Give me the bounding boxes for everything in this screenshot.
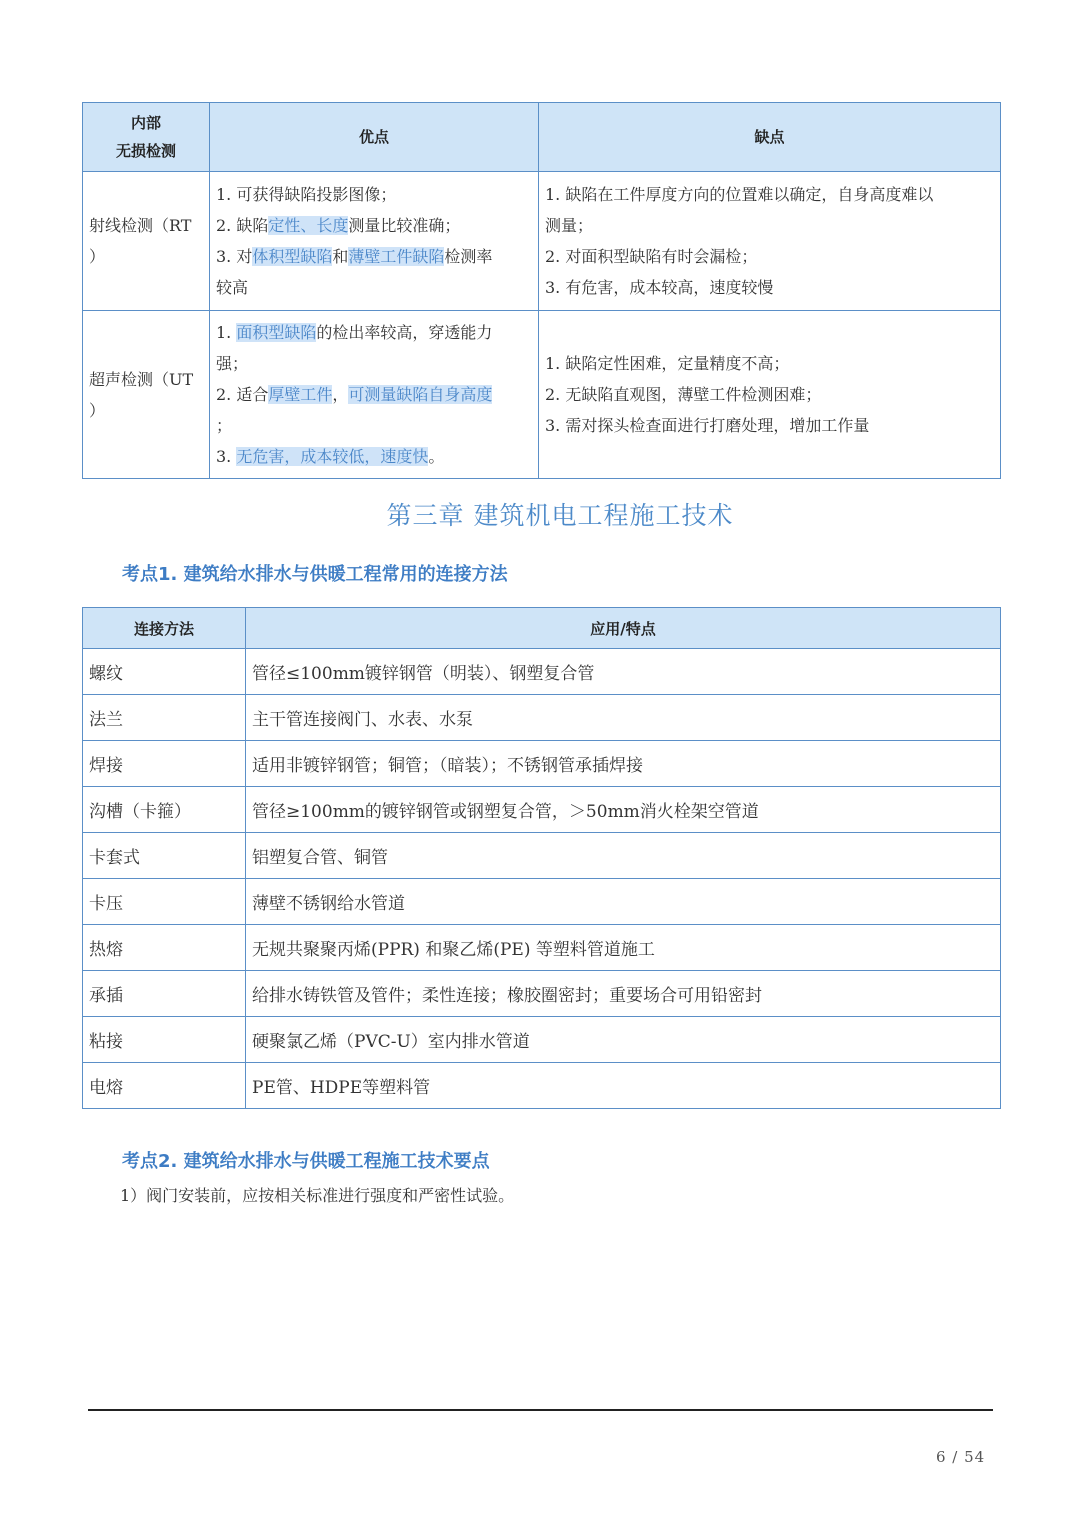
table-row [83, 1017, 1001, 1063]
table-row [83, 971, 1001, 1017]
text: 1. [216, 323, 237, 342]
table-row [83, 925, 1001, 971]
connection-methods-table [82, 607, 1001, 1109]
pros-line [216, 241, 532, 272]
method-cell: 电熔 [83, 1063, 246, 1109]
highlight: 无危害，成本较低，速度快 [236, 447, 429, 466]
pros-cell [210, 311, 539, 479]
cons-line: 1. 缺陷在工件厚度方向的位置难以确定，自身高度难以 [545, 185, 934, 204]
cons-line: 3. 有危害，成本较高，速度较慢 [545, 278, 774, 297]
highlight: 面积型缺陷 [236, 323, 317, 342]
cons-cell [539, 172, 1001, 311]
method-cell [83, 172, 210, 311]
highlight: 定性、长度 [268, 216, 349, 235]
method-cell: 法兰 [83, 695, 246, 741]
usage-cell: PE管、HDPE等塑料管 [246, 1063, 1001, 1109]
method-cell: 沟槽（卡箍） [83, 787, 246, 833]
ndt-comparison-table [82, 102, 1001, 479]
table-row-ut [83, 311, 1001, 479]
method-rt-line1: 射线检测（RT [89, 216, 192, 235]
pros-line [216, 317, 532, 348]
method-cell: 螺纹 [83, 649, 246, 695]
table-header-row [83, 608, 1001, 649]
text: 的检出率较高，穿透能力 [316, 323, 493, 342]
cons-line: 2. 对面积型缺陷有时会漏检； [545, 247, 758, 266]
text: 检测率 [444, 247, 493, 266]
chapter-title: 第三章 建筑机电工程施工技术 [386, 501, 734, 530]
text: ， [332, 385, 349, 404]
cons-line: 2. 无缺陷直观图，薄壁工件检测困难； [545, 385, 822, 404]
highlight: 可测量缺陷自身高度 [348, 385, 493, 404]
cons-line: 1. 缺陷定性困难，定量精度不高； [545, 354, 790, 373]
text: 测量比较准确； [348, 216, 461, 235]
usage-cell: 给排水铸铁管及管件；柔性连接；橡胶圈密封；重要场合可用铅密封 [246, 971, 1001, 1017]
text: 3. [216, 447, 237, 466]
section-heading-2: 考点2. 建筑给水排水与供暖工程施工技术要点 [122, 1151, 490, 1172]
table-row [83, 649, 1001, 695]
method-cell: 卡压 [83, 879, 246, 925]
usage-cell: 管径≤100mm镀锌钢管（明装）、钢塑复合管 [246, 649, 1001, 695]
table-row [83, 741, 1001, 787]
pros-cell [210, 172, 539, 311]
usage-cell: 管径≥100mm的镀锌钢管或钢塑复合管，＞50mm消火栓架空管道 [246, 787, 1001, 833]
usage-cell: 无规共聚聚丙烯(PPR) 和聚乙烯(PE) 等塑料管道施工 [246, 925, 1001, 971]
text: 2. 适合 [216, 385, 269, 404]
table-row [83, 787, 1001, 833]
cons-line: 测量； [545, 216, 594, 235]
highlight: 体积型缺陷 [252, 247, 333, 266]
text: 3. 对 [216, 247, 253, 266]
pros-line: 较高 [216, 278, 249, 297]
header-pros: 优点 [210, 103, 539, 172]
method-rt-line2: ） [89, 247, 106, 266]
usage-cell: 硬聚氯乙烯（PVC-U）室内排水管道 [246, 1017, 1001, 1063]
pros-line [216, 441, 532, 472]
body-paragraph: 1）阀门安装前，应按相关标准进行强度和严密性试验。 [120, 1186, 515, 1205]
pros-line: 1. 可获得缺陷投影图像； [216, 185, 397, 204]
method-cell: 卡套式 [83, 833, 246, 879]
header-cons: 缺点 [539, 103, 1001, 172]
table-row [83, 879, 1001, 925]
table-header-row [83, 103, 1001, 172]
usage-cell: 薄壁不锈钢给水管道 [246, 879, 1001, 925]
table-row [83, 1063, 1001, 1109]
footer-divider [88, 1409, 993, 1411]
pros-line [216, 210, 532, 241]
pros-line: ； [216, 416, 233, 435]
cons-line: 3. 需对探头检查面进行打磨处理，增加工作量 [545, 416, 870, 435]
header-method-line1: 内部 [130, 114, 161, 132]
highlight: 厚壁工件 [268, 385, 333, 404]
table-row [83, 695, 1001, 741]
method-cell: 粘接 [83, 1017, 246, 1063]
table-row-rt [83, 172, 1001, 311]
header-usage: 应用/特点 [246, 608, 1001, 649]
usage-cell: 铝塑复合管、铜管 [246, 833, 1001, 879]
pros-line [216, 379, 532, 410]
header-method: 连接方法 [83, 608, 246, 649]
text: 和 [332, 247, 349, 266]
method-ut-line1: 超声检测（UT [89, 369, 194, 389]
highlight: 薄壁工件缺陷 [348, 247, 445, 266]
method-cell: 焊接 [83, 741, 246, 787]
pros-line: 强； [216, 354, 249, 373]
method-ut-line2: ） [89, 400, 106, 420]
method-cell [83, 311, 210, 479]
table-row [83, 833, 1001, 879]
usage-cell: 主干管连接阀门、水表、水泵 [246, 695, 1001, 741]
text: 2. 缺陷 [216, 216, 269, 235]
text: 。 [428, 447, 445, 466]
section-heading-1: 考点1. 建筑给水排水与供暖工程常用的连接方法 [122, 564, 508, 585]
header-method [83, 103, 210, 172]
cons-cell [539, 311, 1001, 479]
header-method-line2: 无损检测 [115, 142, 176, 160]
page-number: 6 / 54 [936, 1448, 986, 1466]
method-cell: 热熔 [83, 925, 246, 971]
usage-cell: 适用非镀锌钢管；铜管；（暗装）；不锈钢管承插焊接 [246, 741, 1001, 787]
method-cell: 承插 [83, 971, 246, 1017]
